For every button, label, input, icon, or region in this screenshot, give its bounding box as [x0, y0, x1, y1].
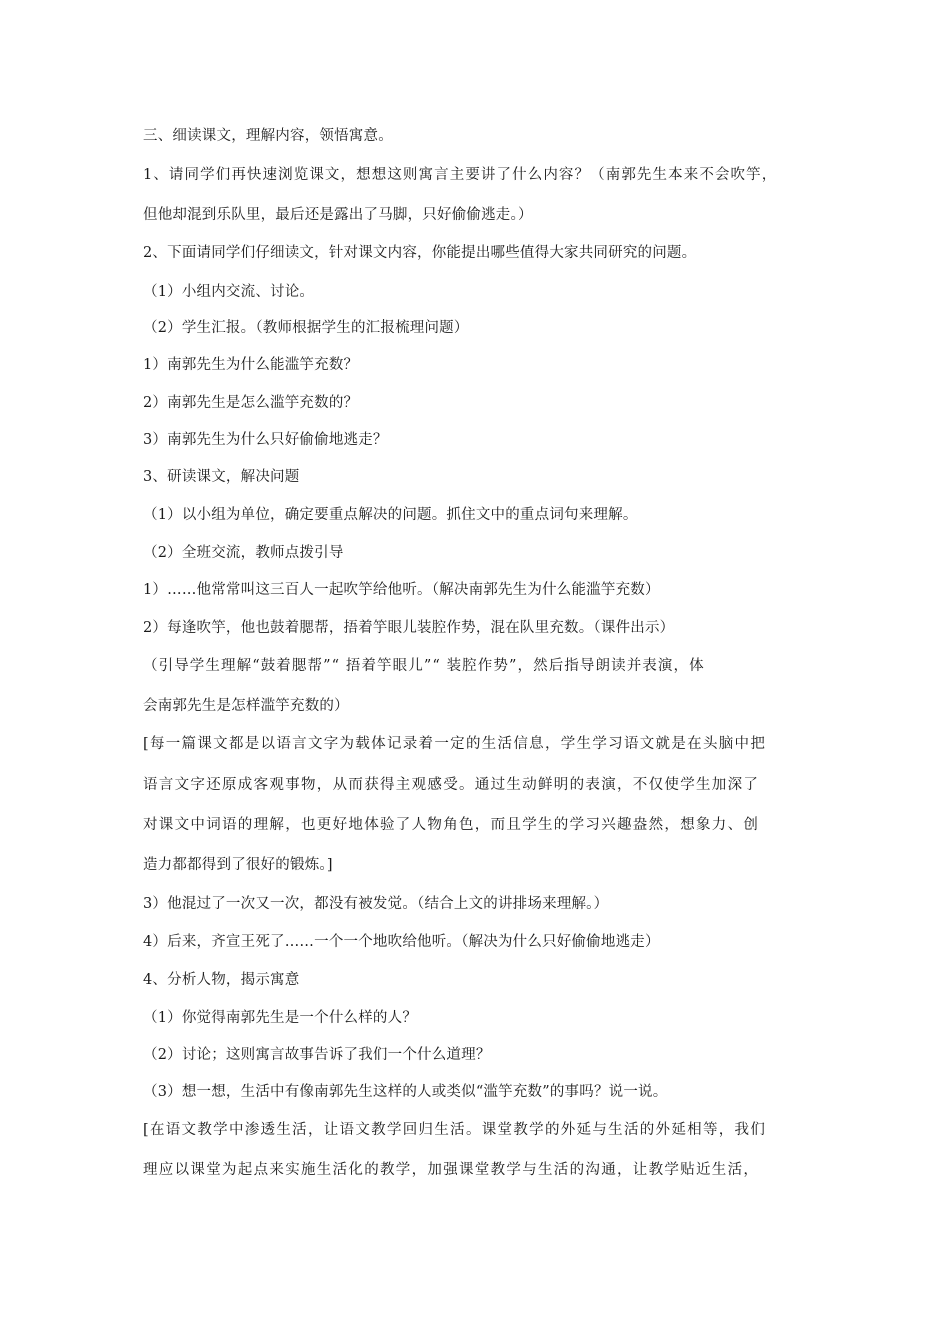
text-line: 3）他混过了一次又一次，都没有被发觉。（结合上文的讲排场来理解。）: [143, 896, 609, 912]
text-line: （3）想一想，生活中有像南郭先生这样的人或类似“滥竽充数”的事吗？说一说。: [143, 1084, 668, 1100]
text-line: 1）南郭先生为什么能滥竽充数？: [143, 357, 359, 373]
text-line: （引导学生理解“鼓着腮帮”“ 捂着竽眼儿”“ 装腔作势”，然后指导朗读并表演，体: [143, 658, 705, 674]
text-line: 4、分析人物，揭示寓意: [143, 972, 300, 988]
text-line: （1）你觉得南郭先生是一个什么样的人？: [143, 1010, 418, 1026]
text-line: （2）学生汇报。（教师根据学生的汇报梳理问题）: [143, 320, 469, 336]
text-line: 1）……他常常叫这三百人一起吹竽给他听。（解决南郭先生为什么能滥竽充数）: [143, 582, 660, 598]
text-line: 2）每逢吹竽，他也鼓着腮帮，捂着竽眼儿装腔作势，混在队里充数。（课件出示）: [143, 620, 675, 636]
text-line: 4）后来，齐宣王死了……一个一个地吹给他听。（解决为什么只好偷偷地逃走）: [143, 934, 660, 950]
text-line: 3）南郭先生为什么只好偷偷地逃走？: [143, 432, 388, 448]
text-line: 2）南郭先生是怎么滥竽充数的？: [143, 395, 359, 411]
text-line: 语言文字还原成客观事物，从而获得主观感受。通过生动鲜明的表演，不仅使学生加深了: [143, 777, 760, 793]
text-line: 理应以课堂为起点来实施生活化的教学，加强课堂教学与生活的沟通，让教学贴近生活，: [143, 1162, 760, 1178]
section-heading: 三、细读课文，理解内容，领悟寓意。: [143, 128, 393, 144]
text-line: （2）讨论；这则寓言故事告诉了我们一个什么道理？: [143, 1047, 491, 1063]
text-line: 造力都都得到了很好的锻炼。]: [143, 857, 333, 873]
text-line: 会南郭先生是怎样滥竽充数的）: [143, 698, 349, 714]
text-line: （1）以小组为单位，确定要重点解决的问题。抓住文中的重点词句来理解。: [143, 507, 638, 523]
text-line: 对课文中词语的理解，也更好地体验了人物角色，而且学生的学习兴趣盎然，想象力、创: [143, 817, 760, 833]
text-line: 但他却混到乐队里，最后还是露出了马脚，只好偷偷逃走。）: [143, 207, 533, 223]
text-line: （1）小组内交流、讨论。: [143, 284, 315, 300]
text-line: [在语文教学中渗透生活，让语文教学回归生活。课堂教学的外延与生活的外延相等，我们: [143, 1122, 767, 1138]
text-line: 2、下面请同学们仔细读文，针对课文内容，你能提出哪些值得大家共同研究的问题。: [143, 245, 697, 261]
text-line: 1、请同学们再快速浏览课文，想想这则寓言主要讲了什么内容？（南郭先生本来不会吹竽，: [143, 167, 778, 183]
text-line: [每一篇课文都是以语言文字为载体记录着一定的生活信息，学生学习语文就是在头脑中把: [143, 736, 767, 752]
text-line: （2）全班交流，教师点拨引导: [143, 545, 344, 561]
text-line: 3、研读课文，解决问题: [143, 469, 300, 485]
